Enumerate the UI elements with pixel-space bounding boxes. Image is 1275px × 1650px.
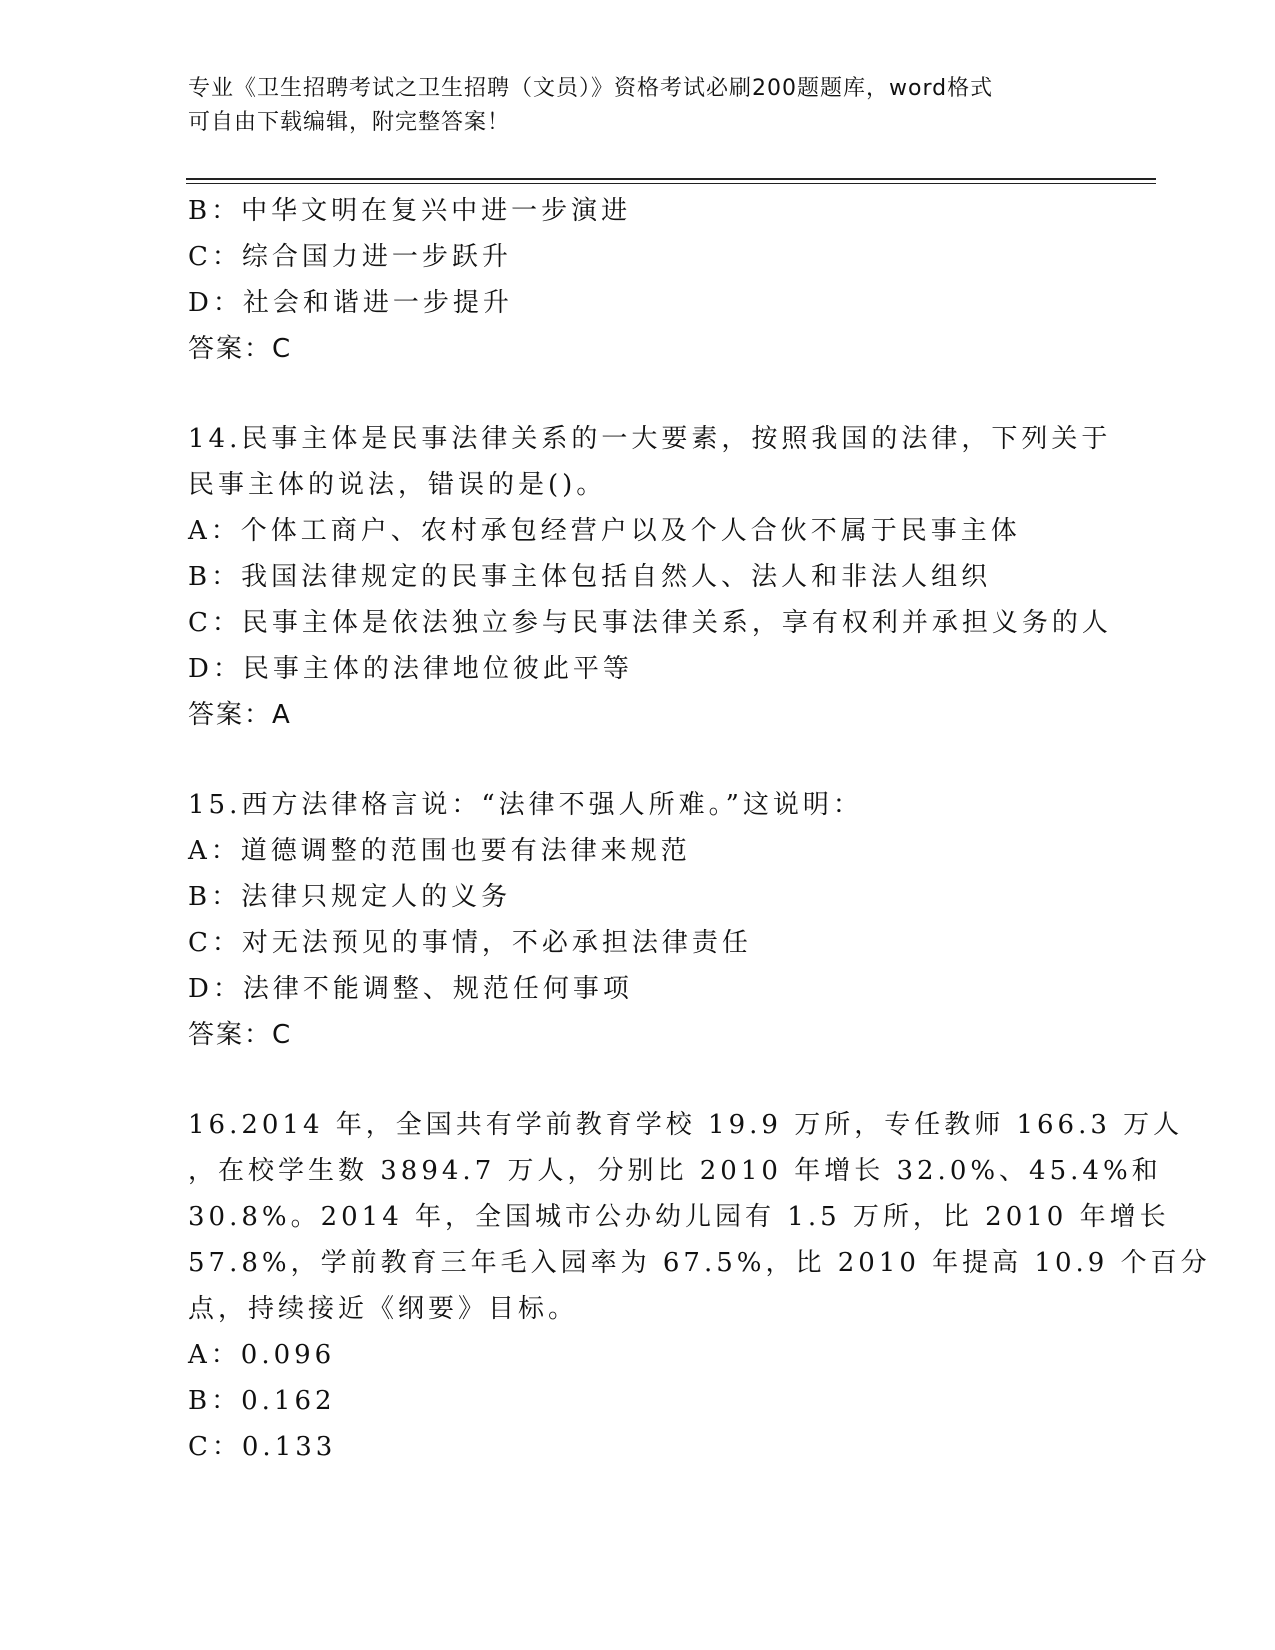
question-list: [188, 188, 1211, 1470]
q15-option-a: A：道德调整的范围也要有法律来规范: [188, 836, 691, 866]
q16-stem-line-5: 点，持续接近《纲要》目标。: [188, 1294, 579, 1324]
header-divider-thin: [186, 183, 1156, 184]
q13-answer: 答案：C: [188, 334, 293, 364]
q14-option-b: B：我国法律规定的民事主体包括自然人、法人和非法人组织: [188, 562, 992, 592]
q13-option-c: C：综合国力进一步跃升: [188, 242, 512, 272]
q14-option-c: C：民事主体是依法独立参与民事法律关系，享有权利并承担义务的人: [188, 608, 1112, 638]
q14-stem-line-1: 14.民事主体是民事法律关系的一大要素，按照我国的法律，下列关于: [188, 424, 1112, 454]
q15-option-c: C：对无法预见的事情，不必承担法律责任: [188, 928, 752, 958]
q14-answer: 答案：A: [188, 700, 292, 730]
q15-option-d: D：法律不能调整、规范任何事项: [188, 974, 633, 1004]
q14-option-a: A：个体工商户、农村承包经营户以及个人合伙不属于民事主体: [188, 516, 1021, 546]
header-line-1: 专业《卫生招聘考试之卫生招聘（文员）》资格考试必刷200题题库，word格式: [188, 76, 994, 101]
q13-option-d: D：社会和谐进一步提升: [188, 288, 513, 318]
document-header: [188, 72, 1068, 140]
q16-option-c: C：0.133: [188, 1432, 337, 1462]
header-divider-thick: [186, 178, 1156, 180]
q14-stem-line-2: 民事主体的说法，错误的是()。: [188, 470, 607, 500]
q15-answer: 答案：C: [188, 1020, 293, 1050]
q16-stem-line-3: 30.8%。2014 年，全国城市公办幼儿园有 1.5 万所，比 2010 年增长: [188, 1202, 1170, 1232]
q15-option-b: B：法律只规定人的义务: [188, 882, 512, 912]
q14-option-d: D：民事主体的法律地位彼此平等: [188, 654, 633, 684]
q16-option-b: B：0.162: [188, 1386, 336, 1416]
q16-option-a: A：0.096: [188, 1340, 336, 1370]
q16-stem-line-4: 57.8%，学前教育三年毛入园率为 67.5%，比 2010 年提高 10.9 个百分: [188, 1248, 1211, 1278]
q13-option-b: B：中华文明在复兴中进一步演进: [188, 196, 632, 226]
header-line-2: 可自由下载编辑，附完整答案！: [188, 110, 511, 135]
q15-stem: 15.西方法律格言说：“法律不强人所难。”这说明：: [188, 790, 863, 820]
q16-stem-line-2: ，在校学生数 3894.7 万人，分别比 2010 年增长 32.0%、45.4%和: [188, 1156, 1162, 1186]
q16-stem-line-1: 16.2014 年，全国共有学前教育学校 19.9 万所，专任教师 166.3 万人: [188, 1110, 1184, 1140]
